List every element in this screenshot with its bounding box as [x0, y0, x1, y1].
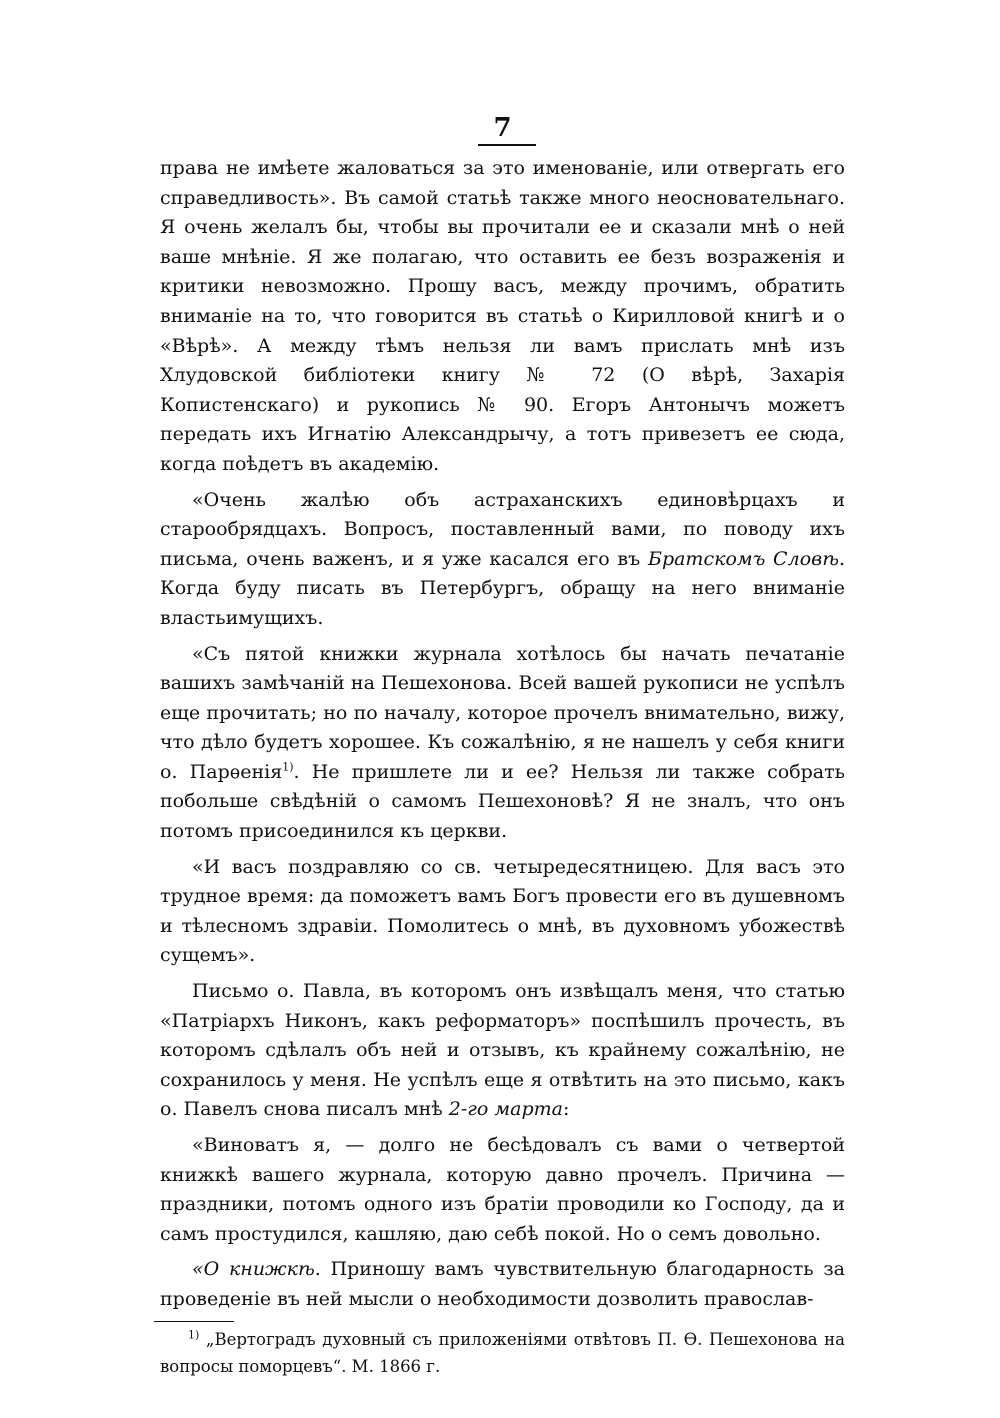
paragraph-7-italic-heading: «О книжкѣ [192, 1258, 315, 1281]
paragraph-6-text: «Виноватъ я, — долго не бесѣдовалъ съ вами о четвертой книжкѣ вашего журнала, которую давно прочелъ. Причина — праздники, потомъ одного изъ братіи проводили ко Господу, да и самъ простудился, кашляю, даю себѣ покой. Но о семъ довольно. [160, 1134, 845, 1245]
paragraph-2 [160, 486, 845, 634]
paragraph-7-text-after: . Приношу вамъ чувствительную благодарность за проведеніе въ ней мысли о необходимости дозволить православ- [160, 1258, 846, 1310]
paragraph-3 [160, 640, 845, 847]
paragraph-3-text-before: «Съ пятой книжки журнала хотѣлось бы начать печатаніе вашихъ замѣчаній на Пешехонова. Всей вашей рукописи не успѣлъ еще прочитать; но по началу, которое прочелъ внимательно, вижу, что дѣло будетъ хорошее. Къ сожалѣнію, я не нашелъ у себя книги о. Парѳенія [160, 642, 845, 783]
paragraph-6 [160, 1131, 845, 1249]
paragraph-5-text-after: : [562, 1098, 570, 1121]
paragraph-1-text: права не имѣете жаловаться за это именованіе, или отвергать его справедливость». Въ самой статьѣ также много неосновательнаго. Я очень желалъ бы, чтобы вы прочитали ее и сказали мнѣ о ней ваше мнѣніе. Я же полагаю, что оставить ее безъ возраженія и критики невозможно. Прошу васъ, между прочимъ, обратить вниманіе на то, что говорится въ статьѣ о Кирилловой книгѣ и о «Вѣрѣ». А между тѣмъ нельзя ли вамъ прислать мнѣ изъ Хлудовской библіотеки книгу № 72 (О вѣрѣ, Захарія Копистенскаго) и рукопись № 90. Егоръ Антонычъ можетъ передать ихъ Игнатію Александрычу, а тотъ привезетъ ее сюда, когда поѣдетъ въ академію. [160, 157, 845, 475]
paragraph-4-text: «И васъ поздравляю со св. четыредесятницею. Для васъ это трудное время: да поможетъ вамъ Богъ провести его въ душевномъ и тѣлесномъ здравіи. Помолитесь о мнѣ, въ духовномъ убожествѣ сущемъ». [160, 855, 845, 967]
body-text [160, 154, 845, 1315]
footnote-reference: 1) [282, 760, 294, 774]
paragraph-3-text-after: . Не пришлете ли и ее? Нельзя ли также собрать побольше свѣдѣній о самомъ Пешехоновѣ? Я не зналъ, что онъ потомъ присоединился къ церкви. [160, 760, 845, 843]
footnote-marker: 1) [188, 1328, 200, 1342]
footnote-rule [154, 1321, 234, 1323]
footnote [160, 1326, 845, 1380]
book-page [160, 112, 845, 1380]
paragraph-5-italic-date: 2-го марта [448, 1098, 563, 1121]
paragraph-2-text-before: «Очень жалѣю объ астраханскихъ единовѣрцахъ и старообрядцахъ. Вопросъ, поставленный вами, по поводу ихъ письма, очень важенъ, и я уже касался его въ [160, 488, 845, 570]
paragraph-1 [160, 154, 845, 480]
paragraph-2-text-after: . Когда буду писать въ Петербургъ, обращу на него вниманіе властьимущихъ. [160, 547, 846, 629]
page-number-rule [478, 144, 536, 146]
paragraph-4 [160, 853, 845, 971]
footnote-text: „Вертоградъ духовный съ приложеніями отвѣтовъ П. Ѳ. Пешехонова на вопросы поморцевъ“. М. 1866 г. [160, 1330, 845, 1377]
footnote-paragraph [160, 1326, 845, 1380]
page-number: 7 [493, 113, 512, 143]
paragraph-5 [160, 977, 845, 1125]
paragraph-5-text-before: Письмо о. Павла, въ которомъ онъ извѣщалъ меня, что статью «Патріархъ Никонъ, какъ реформаторъ» поспѣшилъ прочесть, въ которомъ сдѣлалъ объ ней и отзывъ, къ крайнему сожалѣнію, не сохранилось у меня. Не успѣлъ еще я отвѣтить на это письмо, какъ о. Павелъ снова писалъ мнѣ [160, 980, 845, 1121]
paragraph-2-italic-title: Братскомъ Словѣ [647, 547, 839, 570]
paragraph-7 [160, 1255, 845, 1314]
